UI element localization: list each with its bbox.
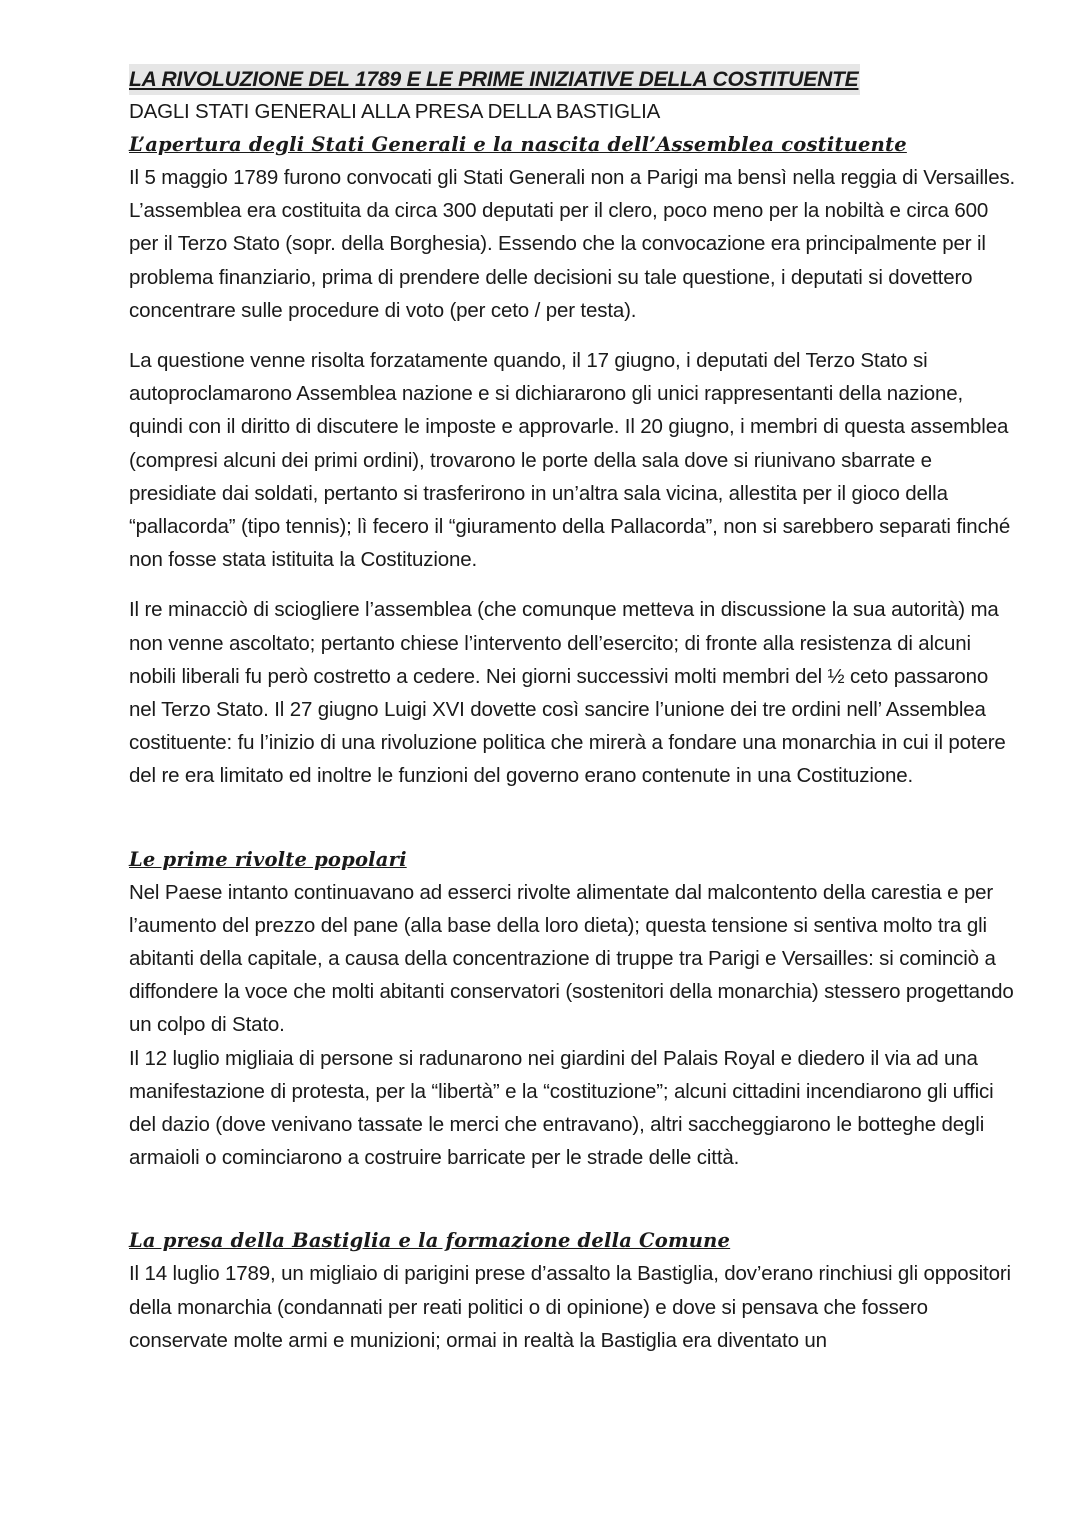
section-heading-presa-bastiglia: La presa della Bastiglia e la formazione della Comune	[129, 1229, 731, 1253]
paragraph: Il 12 luglio migliaia di persone si radunarono nei giardini del Palais Royal e diedero il via ad una manifestazione di protesta, per la “libertà” e la “costituzione”; alcuni cittadini incendiarono gli uffici del dazio (dove venivano tassate le merci che entravano), altri saccheggiarono le botteghe degli armaioli o cominciarono a costruire barricate per le strade delle città.	[129, 1046, 994, 1170]
paragraph: Il 14 luglio 1789, un migliaio di parigini prese d’assalto la Bastiglia, dov’erano rinchiusi gli oppositori della monarchia (condannati per reati politici o di opinione) e dove si pensava che fossero conservate molte armi e munizioni; ormai in realtà la Bastiglia era diventato un	[129, 1262, 1011, 1352]
paragraph: Nel Paese intanto continuavano ad esserci rivolte alimentate dal malcontento della carestia e per l’aumento del prezzo del pane (alla base della loro dieta); questa tensione si sentiva molto tra gli abitanti della capitale, a causa della concentrazione di truppe tra Parigi e Versailles: si cominciò a diffondere la voce che molti abitanti conservatori (sostenitori della monarchia) stessero progettando un colpo di Stato.	[129, 880, 1014, 1037]
section-heading-stati-generali: L’apertura degli Stati Generali e la nascita dell’Assemblea costituente	[129, 133, 907, 156]
section-heading-rivolte-popolari: Le prime rivolte popolari	[129, 847, 407, 871]
document-subtitle: DAGLI STATI GENERALI ALLA PRESA DELLA BASTIGLIA	[129, 100, 661, 123]
paragraph: La questione venne risolta forzatamente quando, il 17 giugno, i deputati del Terzo Stato si autoproclamarono Assemblea nazione e si dichiararono gli unici rappresentanti della nazione, quindi con il diritto di discutere le imposte e approvarle. Il 20 giugno, i membri di questa assemblea (compresi alcuni dei primi ordini), trovarono le porte della sala dove si riunivano sbarrate e presidiate dai soldati, pertanto si trasferirono in un’altra sala vicina, allestita per il gioco della “pallacorda” (tipo tennis); lì fecero il “giuramento della Pallacorda”, non si sarebbero separati finché non fosse stata istituita la Costituzione.	[129, 349, 1011, 572]
paragraph: Il re minacciò di sciogliere l’assemblea (che comunque metteva in discussione la sua autorità) ma non venne ascoltato; pertanto chiese l’intervento dell’esercito; di fronte alla resistenza di alcuni nobili liberali fu però costretto a cedere. Nei giorni successivi molti membri del ½ ceto passarono nel Terzo Stato. Il 27 giugno Luigi XVI dovette così sancire l’unione dei tre ordini nell’ Assemblea costituente: fu l’inizio di una rivoluzione politica che mirerà a fondare una monarchia in cui il potere del re era limitato ed inoltre le funzioni del governo erano contenute in una Costituzione.	[129, 598, 1006, 788]
document-page	[129, 64, 1019, 1357]
paragraph: Il 5 maggio 1789 furono convocati gli Stati Generali non a Parigi ma bensì nella reggia di Versailles. L’assemblea era costituita da circa 300 deputati per il clero, poco meno per la nobiltà e circa 600 per il Terzo Stato (sopr. della Borghesia). Essendo che la convocazione era principalmente per il problema finanziario, prima di prendere delle decisioni su tale questione, i deputati si dovettero concentrare sulle procedure di voto (per ceto / per testa).	[129, 166, 1016, 322]
document-title: LA RIVOLUZIONE DEL 1789 E LE PRIME INIZIATIVE DELLA COSTITUENTE	[129, 64, 860, 95]
